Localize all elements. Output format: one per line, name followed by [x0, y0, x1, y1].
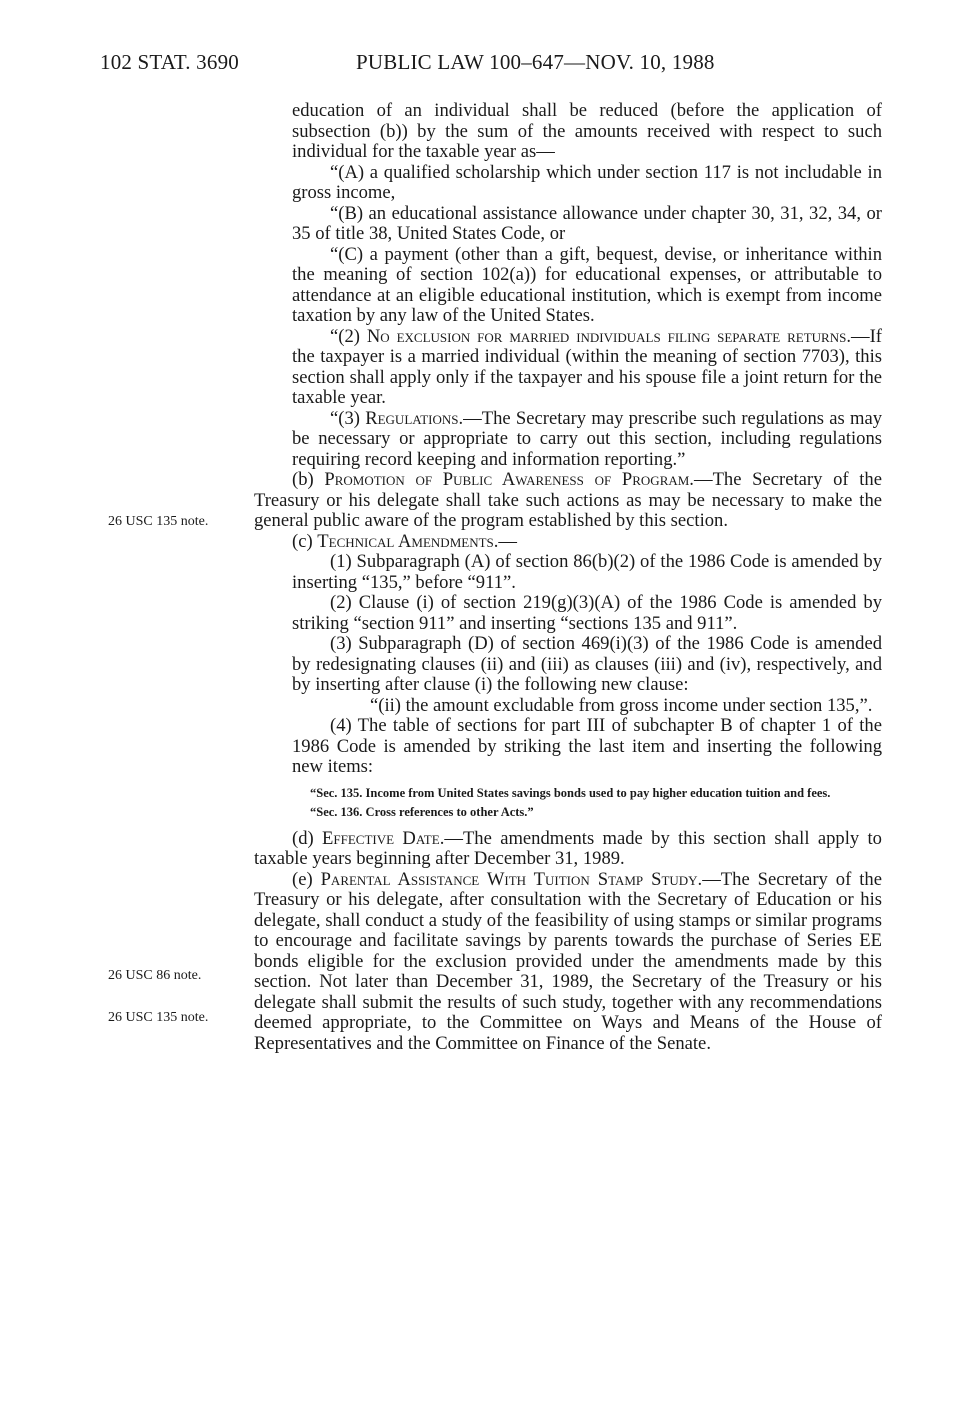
paragraph-3-number: “(3) [330, 407, 366, 429]
subsection-d-text: —The amendments made by this section shall apply to taxable years beginning after December 31, 1989. [254, 827, 882, 869]
page-reference: 102 STAT. 3690 [100, 50, 239, 74]
subsection-e-text: —The Secretary of the Treasury or his delegate, after consultation with the Secretary of Education or his delegate, shall conduct a study of the feasibility of using stamps or similar programs to encourage and facilitate savings by parents towards the purchase of Series EE bonds eligible for the exclusion provided under the amendments made by this section. Not later than December 31, 1989, the Secretary of the Treasury or his delegate shall submit the results of such study, together with any recommendations deemed appropriate, to the Committee on Ways and Means of the House of Representatives and the Committee on Finance of the Senate. [254, 868, 882, 1054]
paragraph-2 [254, 327, 882, 409]
subsection-d-heading: Effective Date. [322, 827, 445, 849]
subsection-e-heading: Parental Assistance With Tuition Stamp Study. [320, 868, 703, 890]
subsection-c-dash: — [498, 530, 517, 552]
margin-note-d: 26 USC 86 note. [108, 968, 202, 983]
paragraph-2-heading: No exclusion for married individuals filing separate returns. [366, 325, 851, 347]
amendment-1: (1) Subparagraph (A) of section 86(b)(2) of the 1986 Code is amended by inserting “135,” before “911”. [292, 551, 882, 593]
subsection-b-heading: Promotion of Public Awareness of Program. [324, 469, 694, 490]
table-of-sections [254, 786, 882, 819]
margin-note-b: 26 USC 135 note. [108, 514, 209, 529]
amendment-3: (3) Subparagraph (D) of section 469(i)(3) of the 1986 Code is amended by redesignating clauses (ii) and (iii) as clauses (iii) and (iv), respectively, and by inserting after clause (i) the following new clause: [292, 633, 882, 695]
item-b: “(B) an educational assistance allowance under chapter 30, 31, 32, 34, or 35 of title 38, United States Code, or [292, 202, 882, 244]
running-head: PUBLIC LAW 100–647—NOV. 10, 1988 [356, 50, 715, 74]
document-body [254, 101, 882, 1054]
paragraph-2-text: —If the taxpayer is a married individual (within the meaning of section 7703), this section shall apply only if the taxpayer and his spouse file a joint return for the taxable year. [292, 325, 882, 408]
subsection-c-number: (c) [292, 530, 318, 552]
item-c: “(C) a payment (other than a gift, bequest, devise, or inheritance within the meaning of section 102(a)) for educational expenses, or attributable to attendance at an eligible educational institution, which is exempt from income taxation by any law of the United States. [292, 243, 882, 326]
amendment-3-quote: “(ii) the amount excludable from gross income under section 135,”. [370, 694, 873, 716]
intro-paragraph: education of an individual shall be reduced (before the application of subsection (b)) by the sum of the amounts received with respect to such individual for the taxable year as— [292, 100, 882, 162]
paragraph-3 [254, 409, 882, 471]
paragraph-3-text: —The Secretary may prescribe such regulations as may be necessary or appropriate to carry out this section, including regulations requiring record keeping and information reporting.” [292, 407, 882, 470]
item-a: “(A) a qualified scholarship which under section 117 is not includable in gross income, [292, 161, 882, 203]
subsection-d [254, 829, 882, 870]
paragraph-3-heading: Regulations. [365, 407, 464, 429]
subsection-b [254, 470, 882, 532]
subsection-b-number: (b) [292, 469, 325, 490]
subsection-c [254, 532, 882, 553]
page-header [0, 50, 954, 80]
subsection-b-text: —The Secretary of the Treasury or his delegate shall take such actions as may be necessary to make the general public aware of the program established by this section. [254, 469, 882, 531]
table-item-136: “Sec. 136. Cross references to other Acts.” [310, 804, 534, 819]
subsection-d-number: (d) [292, 827, 323, 849]
margin-note-e: 26 USC 135 note. [108, 1010, 209, 1025]
table-item-135: “Sec. 135. Income from United States savings bonds used to pay higher education tuition and fees. [310, 785, 831, 800]
amendment-4: (4) The table of sections for part III of subchapter B of chapter 1 of the 1986 Code is amended by striking the last item and inserting the following new items: [292, 715, 882, 777]
subsection-c-heading: Technical Amendments. [317, 530, 499, 552]
amendment-2: (2) Clause (i) of section 219(g)(3)(A) of the 1986 Code is amended by striking “section 911” and inserting “sections 135 and 911”. [292, 592, 882, 634]
subsection-e [254, 870, 882, 1055]
paragraph-2-number: “(2) [330, 325, 367, 347]
subsection-e-number: (e) [292, 868, 321, 890]
